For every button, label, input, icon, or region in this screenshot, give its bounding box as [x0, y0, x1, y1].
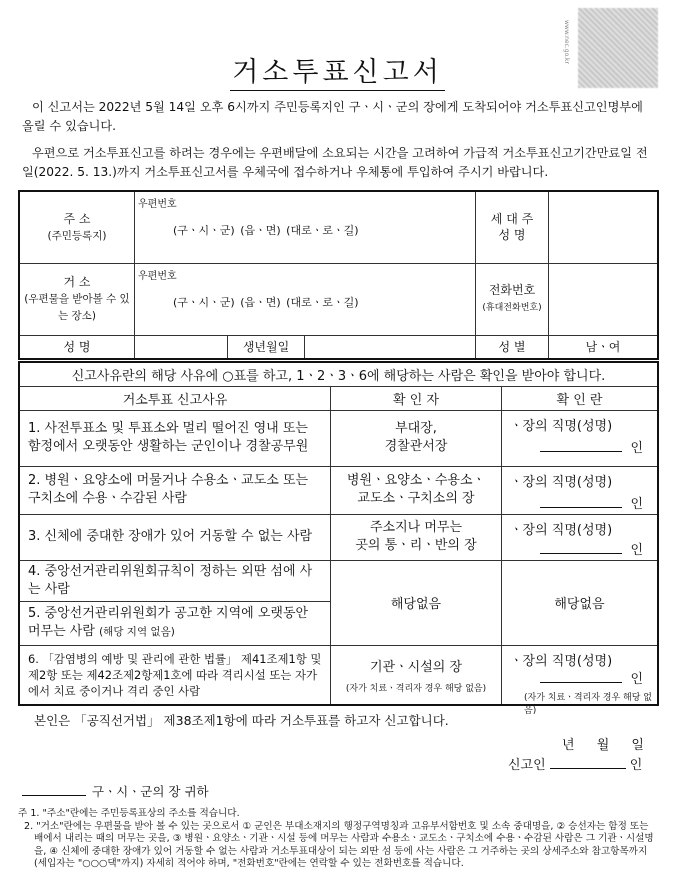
applicant-info-table [18, 190, 659, 360]
confirm-box-6[interactable] [502, 645, 659, 716]
residence-sublabel: (우편물을 받아볼 수 있는 장소) [24, 293, 130, 322]
reason-item-3[interactable]: 3. 신체에 중대한 장애가 있어 거동할 수 없는 사람 [19, 514, 331, 560]
confirm-box-3[interactable] [502, 514, 659, 560]
confirmer-3: 주소지나 머무는 곳의 통ㆍ리ㆍ반의 장 [331, 514, 502, 560]
reason-item-5[interactable] [19, 601, 331, 645]
confirm-box-4-5: 해당없음 [502, 560, 659, 645]
note-1: 주 1. "주소"란에는 주민등록표상의 주소를 적습니다. [18, 808, 240, 819]
addressee [22, 782, 209, 800]
declaration-text: 본인은 「공직선거법」 제38조제1항에 따라 거소투표를 하고자 신고합니다. [34, 713, 449, 728]
name-field[interactable] [135, 335, 228, 359]
name-label: 성 명 [19, 335, 135, 359]
seal-mark: 인 [630, 440, 643, 456]
residence-field[interactable] [135, 263, 476, 335]
intro-paragraph-2: 우편으로 거소투표신고를 하려는 경우에는 우편배달에 소요되는 시간을 고려하여 가급적 거소투표신고기간만료일 전일(2022. 5. 13.)까지 거소투표신고서를 우체국에 접수하거나 우체통에 투입하여 주시기 바랍니다. [22, 146, 648, 179]
confirmer-6 [331, 645, 502, 705]
intro-paragraph-1: 이 신고서는 2022년 5월 14일 오후 6시까지 주민등록지인 구ㆍ시ㆍ군의 장에게 도착되어야 거소투표신고인명부에 올릴 수 있습니다. [22, 100, 643, 133]
confirmer-1: 부대장, 경찰관서장 [331, 410, 502, 466]
phone-sublabel: (휴대전화번호) [482, 303, 542, 313]
note-2: 2. "거소"란에는 우편물을 받아 볼 수 있는 곳으로서 ① 군인은 부대소재지의 행정구역명칭과 고유부서함번호 및 소속 중대명을, ② 승선자는 함정 또는 배에서 내리는 때의 머무는 곳을, ③ 병원ㆍ요양소ㆍ기관ㆍ시설 등에 머무는 사람과 수용소ㆍ교도소ㆍ구치소에 수용ㆍ수감된 사람은 그 기관ㆍ시설명을, ④ 신체에 중대한 장애가 있어 거동할 수 없는 사람과 거소투표대상이 되는 외딴 섬 등에 사는 사람은 그 거주하는 곳의 상세주소와 참고항목까지(세입자는 "○○○댁"까지) 자세히 적어야 하며, "전화번호"란에는 연락할 수 있는 전화번호를 적습니다. [24, 820, 654, 870]
reason-item-5-text: 5. 중앙선거관리위원회가 공고한 지역에 오랫동안 머무는 사람 [28, 606, 309, 639]
applicant-label: 신고인 [508, 758, 546, 773]
reason-table [18, 361, 659, 716]
document-title: 거소투표신고서 [0, 50, 675, 89]
reason-item-2[interactable]: 2. 병원ㆍ요양소에 머물거나 수용소ㆍ교도소 또는 구치소에 수용ㆍ수감된 사람 [19, 466, 331, 514]
confirmer-4-5: 해당없음 [331, 560, 502, 645]
col-header-confirm: 확 인 란 [502, 386, 659, 410]
reason-item-1[interactable]: 1. 사전투표소 및 투표소와 멀리 떨어진 영내 또는 함정에서 오랫동안 생활하는 군인이나 경찰공무원 [19, 410, 331, 466]
gender-label: 성 별 [476, 335, 549, 359]
reason-item-5-note: (해당 지역 없음) [99, 626, 175, 638]
gender-field[interactable]: 남ㆍ여 [549, 335, 659, 359]
address-label-cell [19, 191, 135, 263]
confirmer-2: 병원ㆍ요양소ㆍ수용소ㆍ 교도소ㆍ구치소의 장 [331, 466, 502, 514]
confirm-label: ㆍ장의 직명(성명) [510, 522, 613, 538]
confirm-label: ㆍ장의 직명(성명) [510, 653, 613, 669]
reason-instruction: 신고사유란의 해당 사유에 ○표를 하고, 1ㆍ2ㆍ3ㆍ6에 해당하는 사람은 확인을 받아야 합니다. [19, 362, 658, 386]
qr-caption: www.nec.go.kr [563, 20, 570, 65]
confirm-6-note: (자가 치료ㆍ격리자 경우 해당 없음) [524, 692, 652, 716]
applicant-seal: 인 [629, 758, 643, 773]
applicant-signature[interactable] [508, 754, 642, 773]
phone-field[interactable] [549, 263, 659, 335]
col-header-confirmer: 확 인 자 [331, 386, 502, 410]
date-line[interactable]: 년 월 일 [562, 738, 644, 753]
zip-label: 우편번호 [138, 199, 177, 210]
confirm-box-2[interactable] [502, 466, 659, 514]
householder-name-field[interactable] [549, 191, 659, 263]
address-parts: (구ㆍ시ㆍ군) (읍ㆍ면) (대로ㆍ로ㆍ길) [173, 295, 359, 309]
address-label: 주 소 [63, 211, 91, 226]
confirmer-6-label: 기관ㆍ시설의 장 [369, 659, 463, 675]
confirm-label: ㆍ장의 직명(성명) [510, 418, 613, 434]
seal-mark: 인 [630, 542, 643, 558]
confirm-box-1[interactable] [502, 410, 659, 466]
reason-item-6[interactable]: 6. 「감염병의 예방 및 관리에 관한 법률」 제41조제1항 및 제2항 또는 제42조제2항제1호에 따라 격리시설 또는 자가에서 치료 중이거나 격리 중인 사람 [19, 645, 331, 705]
zip-label: 우편번호 [138, 270, 177, 282]
residence-label-cell [19, 263, 135, 335]
confirmer-6-note: (자가 치료ㆍ격리자 경우 해당 없음) [345, 683, 487, 694]
householder-label: 세 대 주 성 명 [476, 191, 549, 263]
phone-label: 전화번호 [488, 283, 536, 297]
seal-mark: 인 [630, 496, 643, 512]
confirm-label: ㆍ장의 직명(성명) [510, 474, 613, 490]
address-sublabel: (주민등록지) [47, 229, 107, 242]
seal-mark: 인 [630, 671, 643, 687]
birth-field[interactable] [305, 335, 476, 359]
birth-label: 생년월일 [228, 335, 305, 359]
residence-label: 거 소 [63, 275, 91, 289]
addressee-text: 구ㆍ시ㆍ군의 장 귀하 [92, 784, 209, 799]
address-field[interactable] [135, 191, 476, 263]
address-parts: (구ㆍ시ㆍ군) (읍ㆍ면) (대로ㆍ로ㆍ길) [173, 224, 359, 237]
phone-label-cell [476, 263, 549, 335]
col-header-reason: 거소투표 신고사유 [19, 386, 331, 410]
reason-item-4[interactable]: 4. 중앙선거관리위원회규칙이 정하는 외딴 섬에 사는 사람 [19, 560, 331, 601]
footnotes [18, 808, 658, 871]
